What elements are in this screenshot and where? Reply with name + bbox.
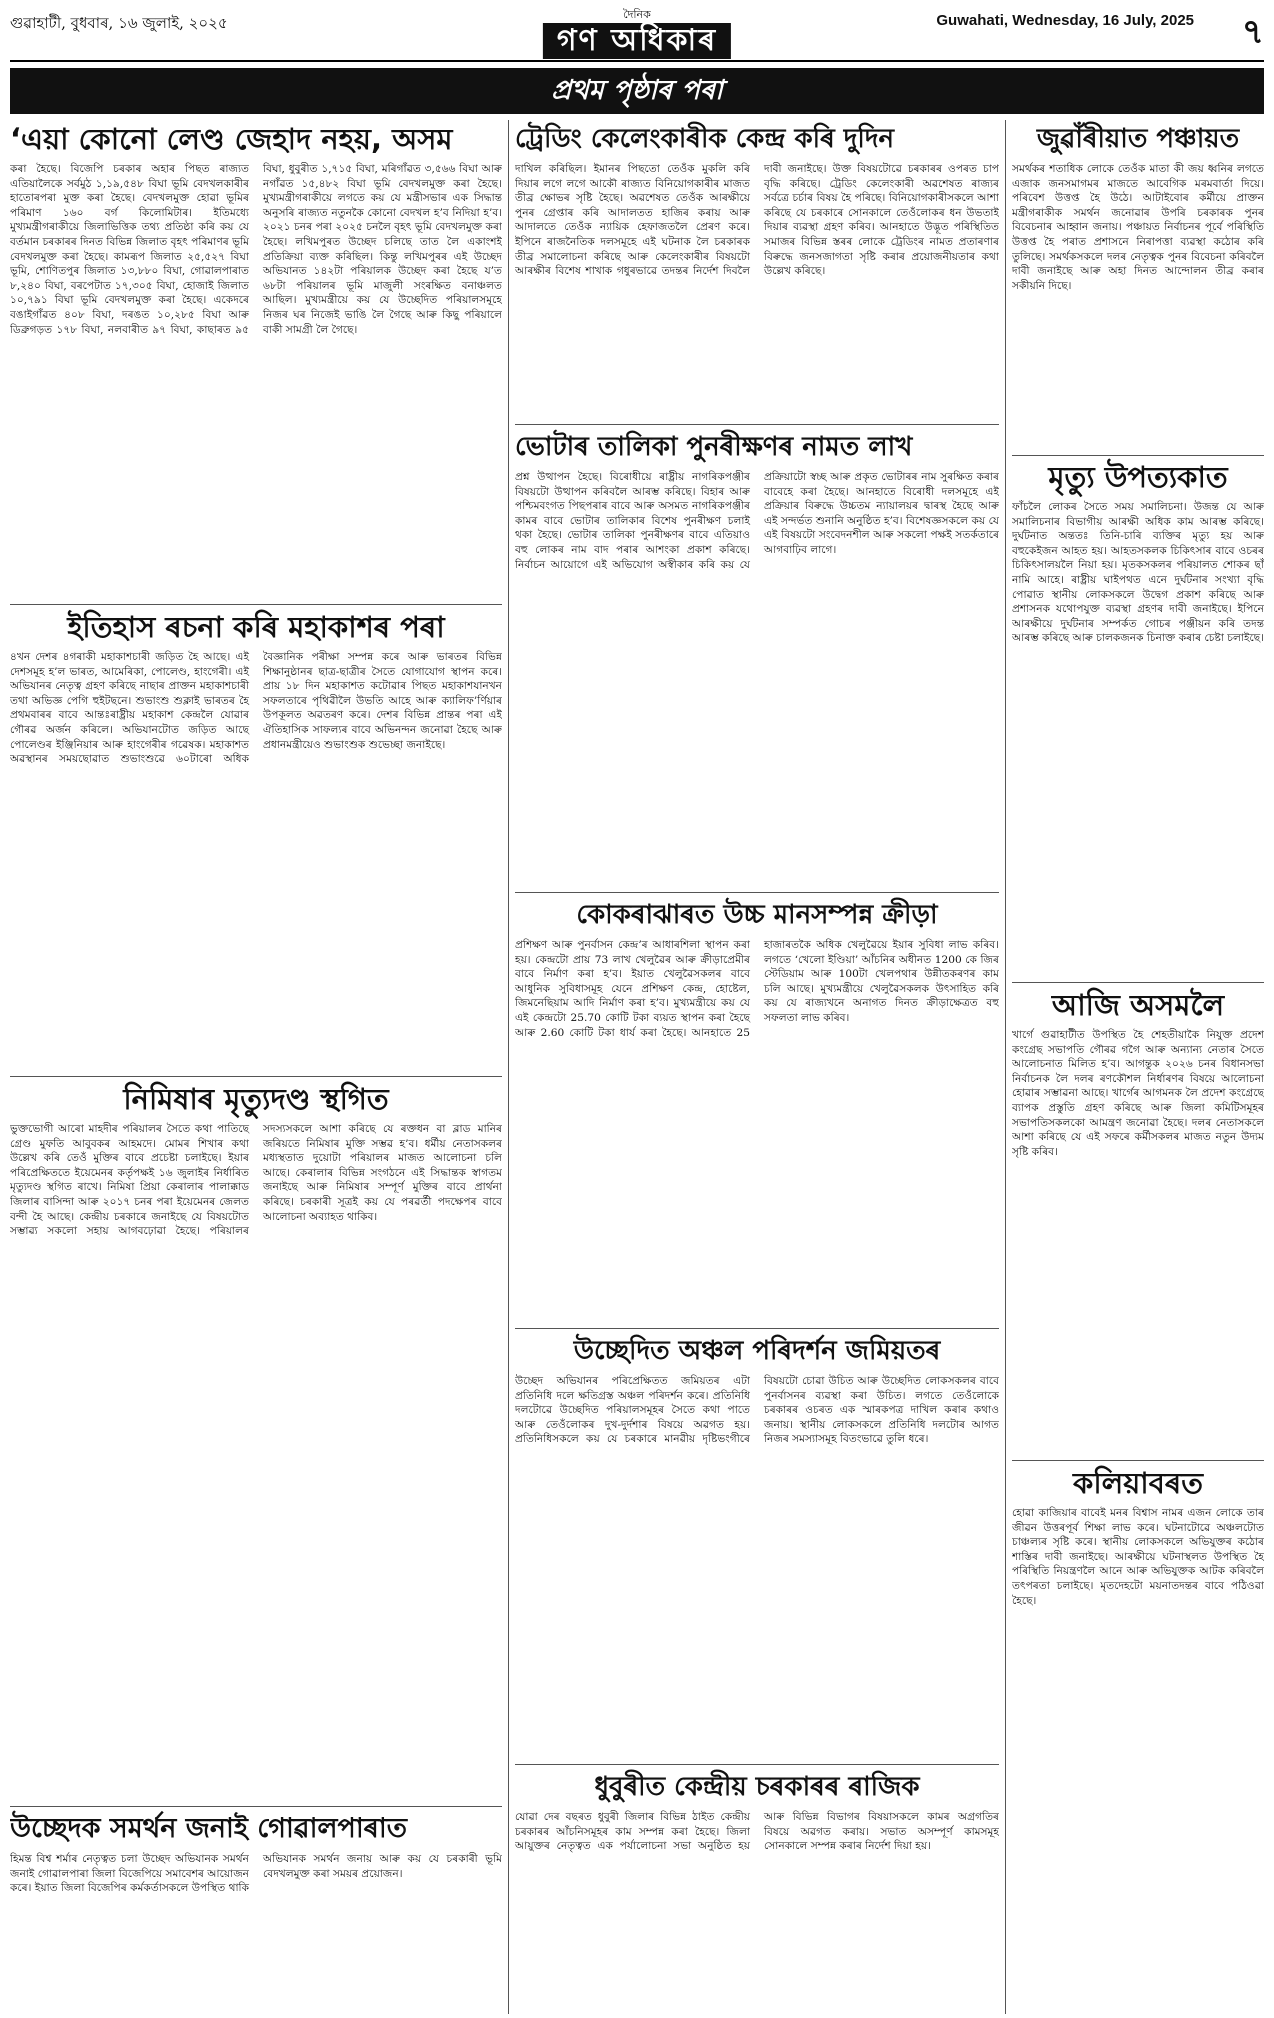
body-nimisha-sentence: ভুক্তভোগী আৰো মাহদীৰ পৰিয়ালৰ সৈতে কথা পাতিছে গ্ৰেণ্ড মুফতি আবুবকৰ আহমদে। মোমৰ শিখাৰ কথা উল্লেখ কৰি তেওঁ মুক্তিৰ বাবে প্ৰচেষ্টা চলাইছে। ইয়াৰ পৰিপ্ৰেক্ষিততে ইয়েমেনৰ কৰ্তৃপক্ষই ১৬ জুলাইৰ নিৰ্ধাৰিত মৃত্যুদণ্ড স্থগিত ৰাখে। নিমিষা প্ৰিয়া কেৰালাৰ পালাক্কাড জিলাৰ বাসিন্দা আৰু ২০১৭ চনৰ পৰা ইয়েমেনৰ জেলত বন্দী হৈ আছে। কেন্দ্ৰীয় চৰকাৰে জনাইছে যে বিষয়টোত সম্ভাৱ্য সকলো সহায় আগবঢ়োৱা হৈছে। পৰিয়ালৰ সদস্যসকলে আশা কৰিছে যে ৰক্তধন বা ব্লাড মানিৰ জৰিয়তে নিমিষাৰ মুক্তি সম্ভৱ হ’ব। ধৰ্মীয় নেতাসকলৰ মধ্যস্থতাত দুয়োটা পৰিয়ালৰ মাজত আলোচনা চলি আছে। কেৰালাৰ বিভিন্ন সংগঠনে এই সিদ্ধান্তক স্বাগতম জনাইছে আৰু নিমিষাৰ সম্পূৰ্ণ মুক্তিৰ বাবে প্ৰাৰ্থনা কৰিছে। চৰকাৰী সূত্ৰই কয় যে পৰৱৰ্তী পদক্ষেপৰ বাবে আলোচনা অব্যাহত থাকিব। xyxy=(10,1123,502,1238)
article-land-jehad xyxy=(10,120,502,600)
masthead-date-assamese: গুৱাহাটী, বুধবাৰ, ১৬ জুলাই, ২০২৫ xyxy=(10,14,228,32)
column-rule xyxy=(508,120,509,2014)
article-divider xyxy=(515,892,999,893)
headline-today-assam: আজি অসমলৈ xyxy=(1051,988,1225,1022)
article-trading-scam xyxy=(515,120,999,420)
article-grid xyxy=(10,120,1264,2014)
article-divider xyxy=(1012,455,1264,456)
headline-land-jehad: ‘এয়া কোনো লেণ্ড জেহাদ নহয়, অসম xyxy=(10,122,453,156)
body-death-valley: ফাঁচলৈ লোকৰ সৈতে সময় সমালিচনা। উজন্ত যে আৰু সমালিচনাৰ বিভাগীয় আৰক্ষী অধিক কাম আৰম্ভ কৰিছে। দুৰ্ঘটনাত অন্ততঃ তিনি-চাৰি ব্যক্তিৰ মৃত্যু হয় আৰু বহুকেইজন আহত হয়। আহতসকলক চিকিৎসাৰ বাবে ওচৰৰ চিকিৎসালয়লৈ নিয়া হয়। মৃতকসকলৰ পৰিয়ালত শোকৰ ছাঁ নামি আহে। ৰাষ্ট্ৰীয় ঘাইপথত এনে দুৰ্ঘটনাৰ সংখ্যা বৃদ্ধি পোৱাত স্থানীয় লোকসকলে উদ্বেগ প্ৰকাশ কৰিছে আৰু প্ৰশাসনক যথোপযুক্ত ব্যৱস্থা গ্ৰহণৰ দাবী জনাইছে। ইপিনে আৰক্ষীয়ে দুৰ্ঘটনাৰ সম্পৰ্কত গোচৰ পঞ্জীয়ন কৰি তদন্ত আৰম্ভ কৰিছে আৰু চালকজনক চিনাক্ত কৰাৰ চেষ্টা চলাইছে। xyxy=(1012,501,1264,645)
article-kokrajhar-sports xyxy=(515,896,999,1324)
body-today-assam: খাৰ্গে গুৱাহাটীত উপস্থিত হৈ শেহতীয়াকৈ নিযুক্ত প্ৰদেশ কংগ্ৰেছ সভাপতি গৌৰৱ গগৈ আৰু অন্যান্য নেতাৰ সৈতে আলোচনাত মিলিত হ’ব। আগন্তুক ২০২৬ চনৰ বিধানসভা নিৰ্বাচনক লৈ দলৰ ৰণকৌশল নিৰ্ধাৰণৰ বিষয়ে আলোচনা হোৱাৰ সম্ভাৱনা আছে। খাৰ্গেৰ আগমনক লৈ প্ৰদেশ কংগ্ৰেছে ব্যাপক প্ৰস্তুতি গ্ৰহণ কৰিছে আৰু জিলা কমিটিসমূহৰ সভাপতিসকলকো আমন্ত্ৰণ জনোৱা হৈছে। দলৰ নেতাসকলে আশা কৰিছে যে এই সফৰে কৰ্মীসকলৰ মাজত নতুন উদ্যম সৃষ্টি কৰিব। xyxy=(1012,1029,1264,1158)
headline-dhubri: ধুবুৰীত কেন্দ্ৰীয় চৰকাৰৰ ৰাজিক xyxy=(594,1772,920,1802)
article-dhubri xyxy=(515,1768,999,2010)
body-space-history: ৪খন দেশৰ ৪গৰাকী মহাকাশচাৰী জড়িত হৈ আছে। এই দেশসমূহ হ’ল ভাৰত, আমেৰিকা, পোলেণ্ড, হাংগেৰী। এই অভিযানৰ নেতৃত্ব গ্ৰহণ কৰিছে নাছাৰ প্ৰাক্তন মহাকাশচাৰী তথা অভিজ্ঞ পেগি হুইটছনে। শুভাংশু শুক্লাই ভাৰতৰ হৈ প্ৰথমবাৰৰ বাবে আন্তঃৰাষ্ট্ৰীয় মহাকাশ কেন্দ্ৰলৈ যোৱাৰ গৌৰৱ অৰ্জন কৰিলে। অভিযানটোত জড়িত আছে পোলেণ্ডৰ ইঞ্জিনিয়াৰ আৰু হাংগেৰীৰ গৱেষক। মহাকাশত অৱস্থানৰ সময়ছোৱাত শুভাংশুৱে ৬০টাৰো অধিক বৈজ্ঞানিক পৰীক্ষা সম্পন্ন কৰে আৰু ভাৰতৰ বিভিন্ন শিক্ষানুষ্ঠানৰ ছাত্ৰ-ছাত্ৰীৰ সৈতে যোগাযোগ স্থাপন কৰে। প্ৰায় ১৮ দিন মহাকাশত কটোৱাৰ পিছত মহাকাশযানখন সফলতাৰে পৃথিৱীলৈ উভতি আহে আৰু ক্যালিফ’ৰ্ণিয়াৰ উপকূলত অৱতৰণ কৰে। দেশৰ বিভিন্ন প্ৰান্তৰ পৰা এই ঐতিহাসিক সাফল্যৰ বাবে অভিনন্দন জনোৱা হৈছে আৰু প্ৰধানমন্ত্ৰীয়েও শুভাংশুক শুভেচ্ছা জনাইছে। xyxy=(10,651,502,766)
headline-jamiat-visit: উচ্ছেদিত অঞ্চল পৰিদৰ্শন জমিয়তৰ xyxy=(573,1336,941,1366)
headline-kokrajhar-sports: কোকৰাঝাৰত উচ্চ মানসম্পন্ন ক্ৰীড়া xyxy=(576,900,938,930)
article-goalpara-support xyxy=(10,1810,502,2010)
masthead-date-english: Guwahati, Wednesday, 16 July, 2025 xyxy=(936,12,1194,29)
article-divider xyxy=(10,1806,502,1807)
article-juwari-panchayat xyxy=(1012,120,1264,452)
body-juwari-panchayat: সমৰ্থকৰ শতাধিক লোকে তেওঁক মাতা কী জয় ধ্বনিৰ লগতে এজাক জনসমাগমৰ মাজতে আবেগিক মৰমবাৰ্তা দিয়ে। পৰিবেশ উত্তপ্ত হৈ উঠে। আটাইবোৰ কৰ্মীয়ে প্ৰাক্তন মন্ত্ৰীগৰাকীক সমৰ্থন জনোৱাৰ উপৰি চৰকাৰক পুনৰ বিবেচনাৰ আহ্বান জনায়। পঞ্চায়ত নিৰ্বাচনৰ পূৰ্বে পৰিস্থিতি উত্তপ্ত হৈ পৰাত প্ৰশাসনে নিৰাপত্তা ব্যৱস্থা কঠোৰ কৰি তুলিছে। সমৰ্থকসকলে দলৰ নেতৃত্বক পুনৰ বিবেচনা কৰিবলৈ দাবী জনাইছে আৰু অহা দিনত আন্দোলন তীব্ৰ কৰাৰ সকীয়নি দিছে। xyxy=(1012,163,1264,292)
article-kaliabar xyxy=(1012,1464,1264,2010)
masthead-logo xyxy=(543,6,731,59)
masthead xyxy=(10,6,1264,62)
article-divider xyxy=(515,1764,999,1765)
body-voter-list: প্ৰশ্ন উত্থাপন হৈছে। বিৰোধীয়ে ৰাষ্ট্ৰীয় নাগৰিকপঞ্জীৰ বিষয়টো উত্থাপন কৰিবলৈ আৰম্ভ কৰিছে। বিহাৰ আৰু পশ্চিমবংগত পিছপৰাৰ বাবে আৰু অসমত নাগৰিকপঞ্জীৰ কামৰ বাবে ভোটাৰ তালিকাৰ বিশেষ পুনৰীক্ষণ চলাই থকা হৈছে। ভোটাৰ তালিকা পুনৰীক্ষণৰ বাবে এতিয়াও বহু লোকৰ নাম বাদ পৰাৰ আশংকা প্ৰকাশ কৰিছে। নিৰ্বাচন আয়োগে এই অভিযোগ অস্বীকাৰ কৰি কয় যে প্ৰক্ৰিয়াটো স্বচ্ছ আৰু প্ৰকৃত ভোটাৰৰ নাম সুৰক্ষিত কৰাৰ বাবেহে কৰা হৈছে। আনহাতে বিৰোধী দলসমূহে এই প্ৰক্ৰিয়াৰ বিৰুদ্ধে উচ্চতম ন্যায়ালয়ৰ দ্বাৰস্থ হৈছে আৰু এই সন্দৰ্ভত শুনানি অনুষ্ঠিত হ’ব। বিশেষজ্ঞসকলে কয় যে এই বিষয়টো সংবেদনশীল আৰু সকলো পক্ষই সতৰ্কতাৰে আগবাঢ়িব লাগে। xyxy=(515,471,999,571)
headline-space-history: ইতিহাস ৰচনা কৰি মহাকাশৰ পৰা xyxy=(67,610,445,644)
body-kaliabar: হোৱা কাজিয়াৰ বাবেই মনৰ বিশ্বাস নামৰ এজন লোকে তাৰ জীৱন উত্তৰপূৰ্ব শিক্ষা লাভ কৰে। ঘটনাটোৱে অঞ্চলটোত চাঞ্চল্যৰ সৃষ্টি কৰে। স্থানীয় লোকসকলে অভিযুক্তৰ কঠোৰ শাস্তিৰ দাবী জনাইছে। আৰক্ষীয়ে ঘটনাস্থলত উপস্থিত হৈ পৰিস্থিতি নিয়ন্ত্ৰণলৈ আনে আৰু অভিযুক্তক আটক কৰিবলৈ তৎপৰতা চলাইছে। মৃতদেহটো ময়নাতদন্তৰ বাবে পঠিওৱা হৈছে। xyxy=(1012,1507,1264,1607)
body-jamiat-visit: উচ্ছেদ অভিযানৰ পৰিপ্ৰেক্ষিতত জমিয়তৰ এটা প্ৰতিনিধি দলে ক্ষতিগ্ৰস্ত অঞ্চল পৰিদৰ্শন কৰে। প্ৰতিনিধি দলটোৱে উচ্ছেদিত পৰিয়ালসমূহৰ সৈতে কথা পাতে আৰু তেওঁলোকৰ দুখ-দুৰ্দশাৰ বিষয়ে অৱগত হয়। প্ৰতিনিধিসকলে কয় যে চৰকাৰে মানৱীয় দৃষ্টিভংগীৰে বিষয়টো চোৱা উচিত আৰু উচ্ছেদিত লোকসকলৰ বাবে পুনৰ্বাসনৰ ব্যৱস্থা কৰা উচিত। লগতে তেওঁলোকে চৰকাৰৰ ওচৰত এক স্মাৰকপত্ৰ দাখিল কৰাৰ কথাও জনায়। স্থানীয় লোকসকলে প্ৰতিনিধি দলটোৰ আগত নিজৰ সমস্যাসমূহ বিতংভাৱে তুলি ধৰে। xyxy=(515,1375,999,1446)
body-trading-scam: দাখিল কৰিছিল। ইমানৰ পিছতো তেওঁক মুকলি কৰি দিয়াৰ লগে লগে আকৌ ৰাজ্যত বিনিয়োগকাৰীৰ মাজত তীব্ৰ ক্ষোভৰ সৃষ্টি হৈছে। অৱশেষত তেওঁক আৰক্ষীয়ে পুনৰ গ্ৰেপ্তাৰ কৰি আদালতত হাজিৰ কৰায় আৰু আদালতে তেওঁক ন্যায়িক হেফাজতলৈ প্ৰেৰণ কৰে। ইপিনে ৰাজনৈতিক দলসমূহে এই ঘটনাক লৈ চৰকাৰক তীব্ৰ সমালোচনা কৰিছে আৰু কেলেংকাৰীৰ বিষয়টো আৰক্ষীৰ বিশেষ শাখাক গধুৰভাৱে তদন্তৰ নিৰ্দেশ দিবলৈ দাবী জনাইছে। উক্ত বিষয়টোৱে চৰকাৰৰ ওপৰত চাপ বৃদ্ধি কৰিছে। ট্ৰেডিং কেলেংকাৰী অৱশেষত ৰাজ্যৰ সৰ্বত্ৰে চৰ্চাৰ বিষয় হৈ পৰিছে। বিনিয়োগকাৰীসকলে আশা কৰিছে যে চৰকাৰে সোনকালে তেওঁলোকৰ ধন উভতাই দিয়াৰ ব্যৱস্থা গ্ৰহণ কৰিব। আনহাতে উদ্ভূত পৰিস্থিতিত সমাজৰ বিভিন্ন স্তৰৰ লোকে ট্ৰেডিংৰ নামত প্ৰতাৰণাৰ বিৰুদ্ধে জনসজাগতা সৃষ্টি কৰাৰ প্ৰয়োজনীয়তাৰ কথা উল্লেখ কৰিছে। xyxy=(515,163,999,278)
headline-trading-scam: ট্ৰেডিং কেলেংকাৰীক কেন্দ্ৰ কৰি দুদিন xyxy=(515,124,895,154)
page-number: ৭ xyxy=(1241,12,1264,52)
article-divider xyxy=(1012,1460,1264,1461)
column-rule xyxy=(1005,120,1006,2014)
article-today-assam xyxy=(1012,986,1264,1456)
article-divider xyxy=(1012,982,1264,983)
masthead-title: গণ অধিকাৰ xyxy=(543,23,731,59)
body-goalpara-support: হিমন্ত বিশ্ব শৰ্মাৰ নেতৃত্বত চলা উচ্ছেদ অভিযানক সমৰ্থন জনাই গোৱালপাৰা জিলা বিজেপিয়ে সমাবেশৰ আয়োজন কৰে। ইয়াত জিলা বিজেপিৰ কৰ্মকৰ্তাসকলে উপস্থিত থাকি অভিযানক সমৰ্থন জনায় আৰু কয় যে চৰকাৰী ভূমি বেদখলমুক্ত কৰা সময়ৰ প্ৰয়োজন। xyxy=(10,1853,502,1895)
headline-goalpara-support: উচ্ছেদক সমৰ্থন জনাই গোৱালপাৰাত xyxy=(10,1813,407,1844)
article-divider xyxy=(10,604,502,605)
headline-nimisha-sentence: নিমিষাৰ মৃত্যুদণ্ড স্থগিত xyxy=(123,1082,389,1116)
article-nimisha-sentence xyxy=(10,1080,502,1802)
article-death-valley xyxy=(1012,458,1264,978)
article-divider xyxy=(10,1076,502,1077)
body-kokrajhar-sports: প্ৰশিক্ষণ আৰু পুনৰ্বাসন কেন্দ্ৰ’ৰ আধাৰশিলা স্থাপন কৰা হয়। কেন্দ্ৰটো প্ৰায় 73 লাখ খেলুৱৈৰ আৰু ক্ৰীড়াপ্ৰেমীৰ বাবে নিৰ্মাণ কৰা হ’ব। ইয়াত খেলুৱৈসকলৰ বাবে আধুনিক সুবিধাসমূহ যেনে প্ৰশিক্ষণ কেন্দ্ৰ, হোষ্টেল, জিমনেছিয়াম আদি নিৰ্মাণ কৰা হ’ব। মুখ্যমন্ত্ৰীয়ে কয় যে এই কেন্দ্ৰটো 25.70 কোটি টকা ব্যয়ত স্থাপন কৰা হৈছে আৰু 2.60 কোটি টকা ধাৰ্য কৰা হৈছে। আনহাতে 25 হাজাৰতকৈ অধিক খেলুৱৈয়ে ইয়াৰ সুবিধা লাভ কৰিব। লগতে ‘খেলো ইণ্ডিয়া’ আঁচনিৰ অধীনত 1200 কে জিৰ স্টেডিয়াম আৰু 100টা খেলপথাৰ উন্নীতকৰণৰ কাম চলি আছে। মুখ্যমন্ত্ৰীয়ে খেলুৱৈসকলক উৎসাহিত কৰি কয় যে ৰাজ্যখনে অনাগত দিনত ক্ৰীড়াক্ষেত্ৰত বহু সফলতা লাভ কৰিব। xyxy=(515,939,999,1039)
section-band: প্ৰথম পৃষ্ঠাৰ পৰা xyxy=(10,68,1264,114)
headline-death-valley: মৃত্যু উপত্যকাত xyxy=(1048,460,1228,494)
masthead-pretitle: দৈনিক xyxy=(623,8,651,21)
body-land-jehad: কৰা হৈছে। বিজেপি চৰকাৰ অহাৰ পিছত ৰাজ্যত এতিয়ালৈকে সৰ্বমুঠ ১,১৯,৫৪৮ বিঘা ভূমি বেদখলকাৰীৰ হাতোৰপৰা মুক্ত কৰা হৈছে। বেদখলমুক্ত হোৱা ভূমিৰ পৰিমাণ ১৬০ বৰ্গ কিলোমিটাৰ। ইতিমধ্যে মুখ্যমন্ত্ৰীগৰাকীয়ে জিলাভিত্তিক তথ্য প্ৰতিষ্ঠা কৰি কয় যে বৰ্তমান চৰকাৰৰ দিনত বিভিন্ন জিলাত বৃহৎ পৰিমাণৰ ভূমি বেদখলমুক্ত কৰা হৈছে। কামৰূপ জিলাত ২৫,৫২৭ বিঘা ভূমি, শোণিতপুৰ জিলাত ১৩,৮৮০ বিঘা, গোৱালপাৰাত ৮,২৪০ বিঘা, বৰপেটাত ১৭,৩০৫ বিঘা, হোজাই জিলাত ১০,৭৯১ বিঘা ভূমি বেদখলমুক্ত কৰা হৈছে। একেদৰে বঙাইগাঁৱত ৪০৮ বিঘা, দৰঙত ১০,২৮৫ বিঘা আৰু ডিব্ৰুগড়ত ১৭৮ বিঘা, নলবাৰীত ৯৭ বিঘা, কাছাৰত ৯৫ বিঘা, ধুবুৰীত ১,৭১৫ বিঘা, মৰিগাঁৱত ৩,৫৬৬ বিঘা আৰু নগাঁৱত ১৫,৪৮২ বিঘা ভূমি বেদখলমুক্ত কৰা হৈছে। মুখ্যমন্ত্ৰীগৰাকীয়ে লগতে কয় যে মন্ত্ৰীসভাৰ এক সিদ্ধান্ত অনুসৰি ৰাজ্যত নতুনকৈ কোনো বেদখল হ’ব নিদিয়া হ’ব। ২০২১ চনৰ পৰা ২০২৫ চনলৈ বৃহৎ ভূমি বেদখলমুক্ত কৰা হৈছে। লখিমপুৰত উচ্ছেদ চলিছে তাত লৈ একাংশই প্ৰতিক্ৰিয়া ব্যক্ত কৰিছিল। কিন্তু লখিমপুৰৰ এই উচ্ছেদ অভিযানত ১৪২টা পৰিয়ালক উচ্ছেদ কৰা হৈছে য’ত ৬৮টা পৰিয়ালৰ ভূমি মাজুলী সংৰক্ষিত বনাঞ্চলত আছিল। মুখ্যমন্ত্ৰীয়ে কয় যে উচ্ছেদিত পৰিয়ালসমূহে নিজৰ ঘৰ নিজেই ভাঙি লৈ গৈছে আৰু কিছু পৰিয়ালে বাকী সামগ্ৰী লৈ গৈছে। xyxy=(10,163,502,336)
article-space-history xyxy=(10,608,502,1072)
article-divider xyxy=(515,1328,999,1329)
headline-voter-list: ভোটাৰ তালিকা পুনৰীক্ষণৰ নামত লাখ xyxy=(515,432,913,462)
article-jamiat-visit xyxy=(515,1332,999,1760)
body-dhubri: যোৱা দেৰ বছৰত ধুবুৰী জিলাৰ বিভিন্ন ঠাইত কেন্দ্ৰীয় চৰকাৰৰ আঁচনিসমূহৰ কাম সম্পন্ন কৰা হৈছে। জিলা আয়ুক্তৰ নেতৃত্বত এক পৰ্যালোচনা সভা অনুষ্ঠিত হয় আৰু বিভিন্ন বিভাগৰ বিষয়াসকলে কামৰ অগ্ৰগতিৰ বিষয়ে অৱগত কৰায়। সভাত অসম্পূৰ্ণ কামসমূহ সোনকালে সম্পন্ন কৰাৰ নিৰ্দেশ দিয়া হয়। xyxy=(515,1811,999,1853)
article-divider xyxy=(515,424,999,425)
headline-juwari-panchayat: জুৱাঁৰীয়াত পঞ্চায়ত xyxy=(1036,124,1240,154)
article-voter-list xyxy=(515,428,999,888)
headline-kaliabar: কলিয়াবৰত xyxy=(1073,1466,1203,1500)
